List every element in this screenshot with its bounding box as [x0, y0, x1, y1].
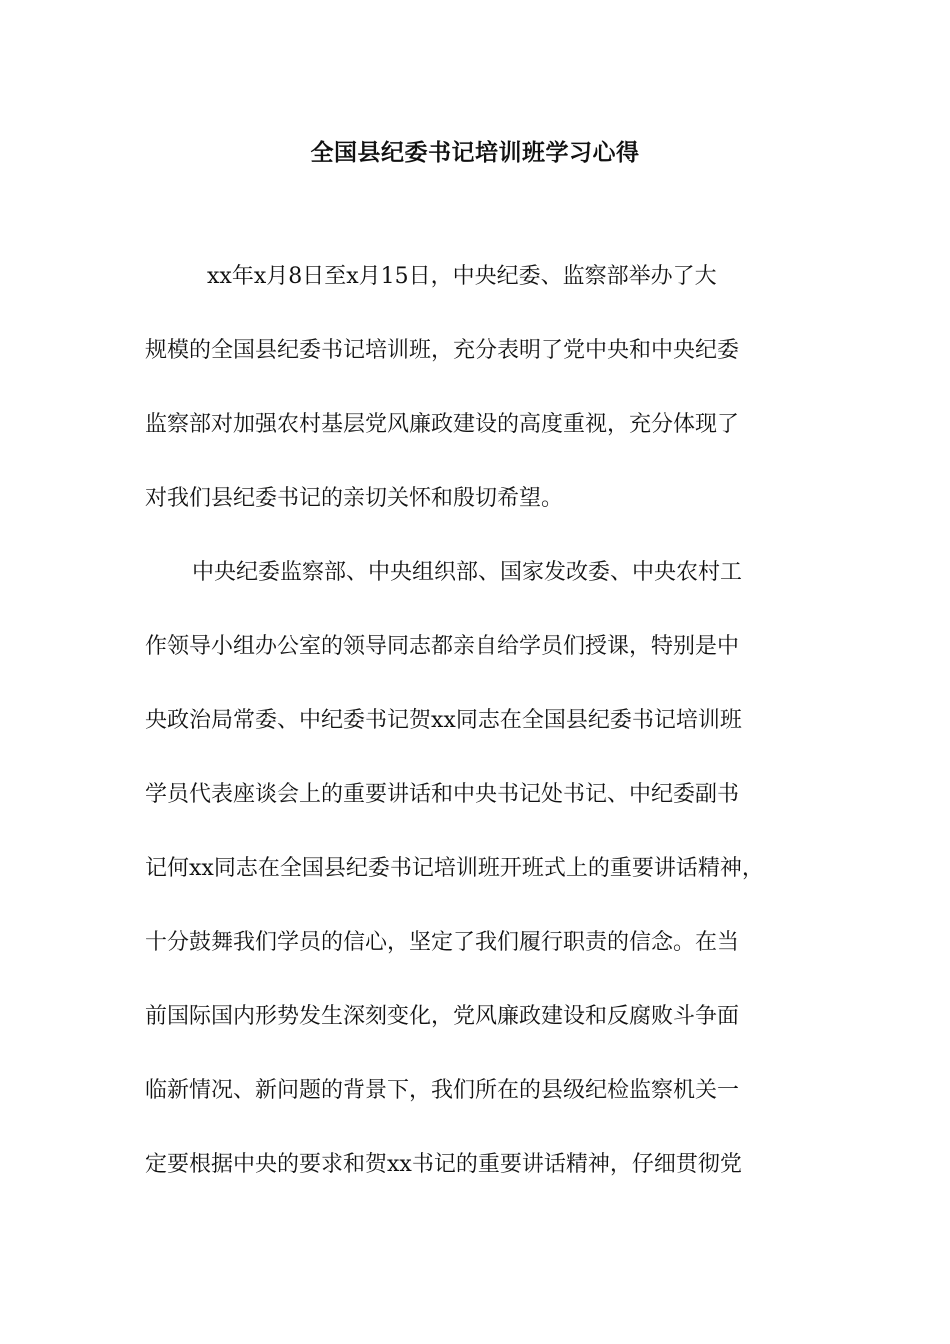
paragraph-2-line-1: 中央纪委监察部、中央组织部、国家发改委、中央农村工 — [192, 560, 743, 585]
paragraph-1-line-4: 对我们县纪委书记的亲切关怀和殷切希望。 — [145, 486, 564, 511]
paragraph-2-line-7: 前国际国内形势发生深刻变化，党风廉政建设和反腐败斗争面 — [145, 1004, 740, 1029]
paragraph-2-line-2: 作领导小组办公室的领导同志都亲自给学员们授课，特别是中 — [145, 634, 740, 659]
paragraph-2-line-4: 学员代表座谈会上的重要讲话和中央书记处书记、中纪委副书 — [145, 782, 740, 807]
paragraph-1-line-2: 规模的全国县纪委书记培训班，充分表明了党中央和中央纪委 — [145, 338, 740, 363]
paragraph-1-line-3: 监察部对加强农村基层党风廉政建设的高度重视，充分体现了 — [145, 412, 740, 437]
paragraph-2-line-8: 临新情况、新问题的背景下，我们所在的县级纪检监察机关一 — [145, 1078, 740, 1103]
paragraph-1-line-1: xx年x月8日至x月15日，中央纪委、监察部举办了大 — [207, 264, 717, 289]
paragraph-2-line-3: 央政治局常委、中纪委书记贺xx同志在全国县纪委书记培训班 — [145, 708, 742, 733]
paragraph-2-line-6: 十分鼓舞我们学员的信心，坚定了我们履行职责的信念。在当 — [145, 930, 740, 955]
paragraph-2-line-5: 记何xx同志在全国县纪委书记培训班开班式上的重要讲话精神， — [145, 856, 764, 881]
paragraph-2-line-9: 定要根据中央的要求和贺xx书记的重要讲话精神，仔细贯彻党 — [145, 1152, 742, 1177]
document-title: 全国县纪委书记培训班学习心得 — [310, 140, 640, 166]
